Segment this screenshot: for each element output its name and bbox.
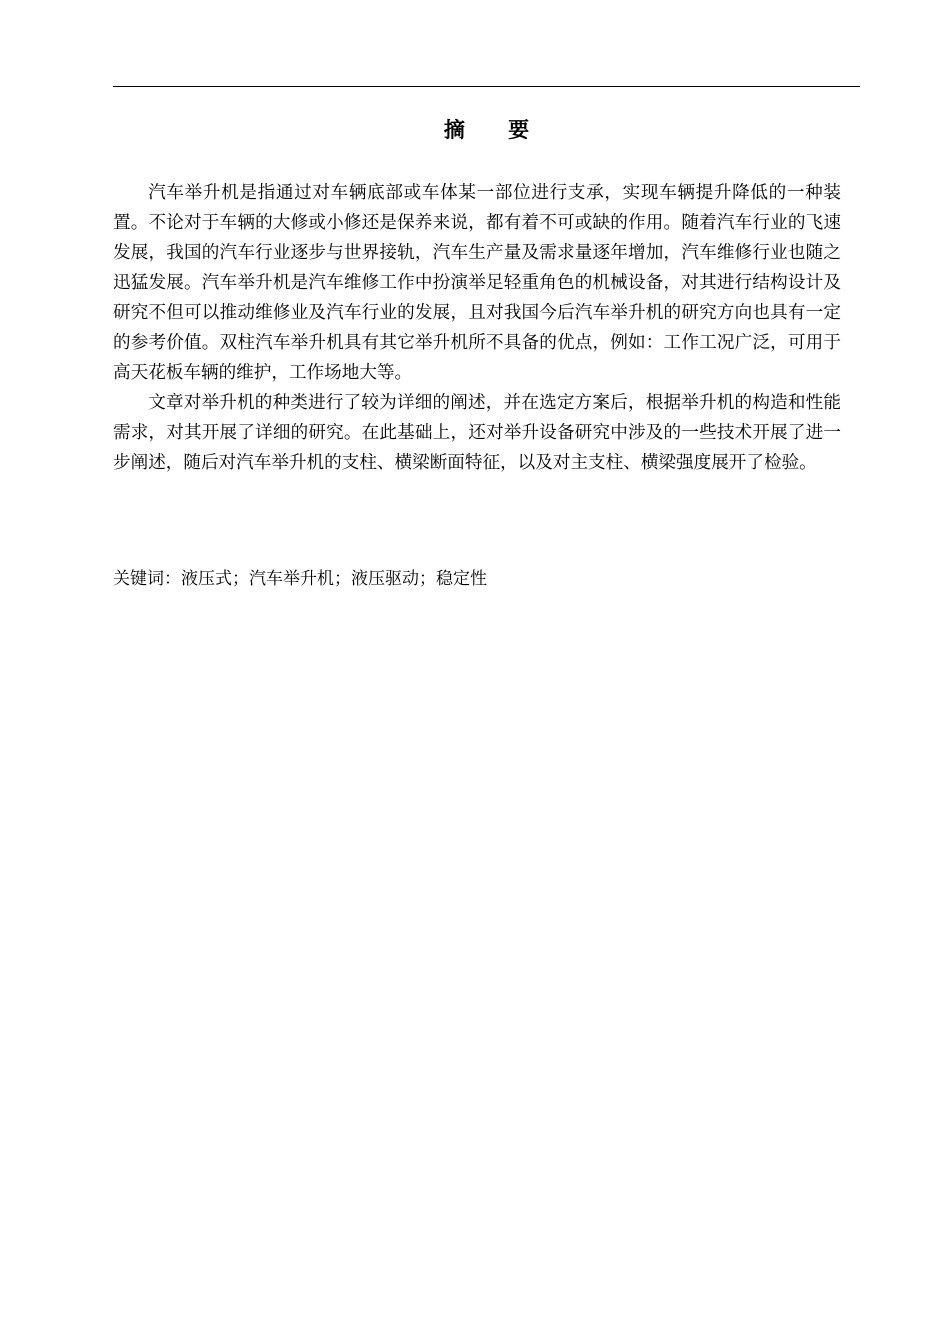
keywords-text: 液压式；汽车举升机；液压驱动；稳定性 [181,569,487,589]
abstract-body [113,178,841,478]
keywords-line [113,564,841,594]
abstract-paragraph-2: 文章对举升机的种类进行了较为详细的阐述，并在选定方案后，根据举升机的构造和性能需求，对其开展了详细的研究。在此基础上，还对举升设备研究中涉及的一些技术开展了进一步阐述，随后对汽车举升机的支柱、横梁断面特征，以及对主支柱、横梁强度展开了检验。 [113,393,841,473]
abstract-title: 摘 要 [443,118,548,142]
keywords-label: 关键词： [113,569,181,589]
header-rule [113,86,860,87]
abstract-paragraph-1: 汽车举升机是指通过对车辆底部或车体某一部位进行支承，实现车辆提升降低的一种装置。不论对于车辆的大修或小修还是保养来说，都有着不可或缺的作用。随着汽车行业的飞速发展，我国的汽车行业逐步与世界接轨，汽车生产量及需求量逐年增加，汽车维修行业也随之迅猛发展。汽车举升机是汽车维修工作中扮演举足轻重角色的机械设备，对其进行结构设计及研究不但可以推动维修业及汽车行业的发展，且对我国今后汽车举升机的研究方向也具有一定的参考价值。双柱汽车举升机具有其它举升机所不具备的优点，例如：工作工况广泛，可用于高天花板车辆的维护，工作场地大等。 [113,183,841,383]
